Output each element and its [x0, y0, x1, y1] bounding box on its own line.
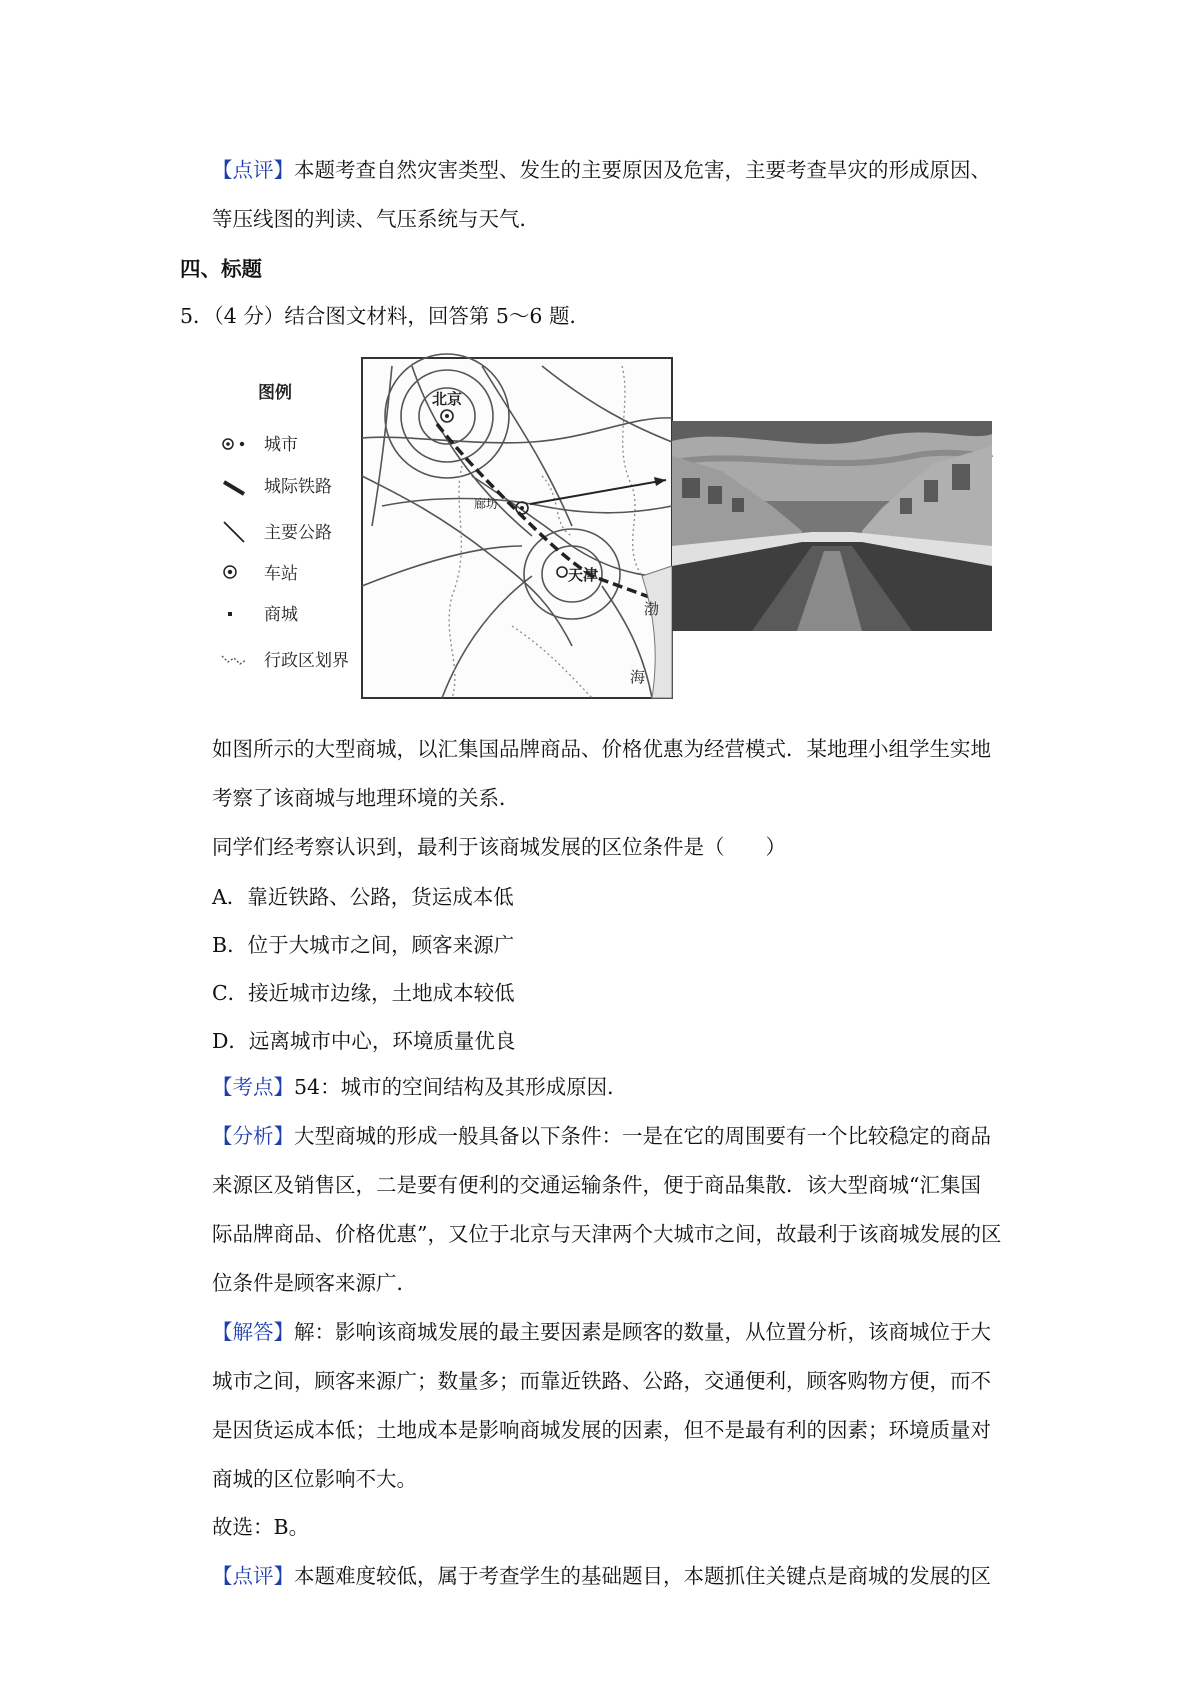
answer-choice: 故选：B。	[212, 1515, 310, 1539]
question-stem: 5．（4 分）结合图文材料，回答第 5～6 题．	[180, 304, 590, 328]
map-frame	[362, 358, 672, 698]
answer-line-2: 城市之间，顾客来源广；数量多；而靠近铁路、公路，交通便利，顾客购物方便，而不	[212, 1369, 991, 1393]
analysis-tag: 【分析】	[212, 1124, 294, 1148]
legend-item-city: 城市	[264, 435, 298, 455]
review2-tag: 【点评】	[212, 1564, 294, 1588]
legend-mall-icon	[228, 612, 232, 616]
label-hai: 海	[630, 668, 646, 686]
answer-tag: 【解答】	[212, 1320, 294, 1344]
option-b: B．位于大城市之间，顾客来源广	[212, 933, 515, 957]
kaodian-paragraph	[212, 1072, 628, 1102]
option-d: D．远离城市中心，环境质量优良	[212, 1029, 516, 1053]
mall-canal-photo	[672, 421, 992, 631]
label-tianjin: 天津	[568, 566, 599, 584]
review2-paragraph	[212, 1561, 991, 1591]
answer-text: 解：影响该商城发展的最主要因素是顾客的数量，从位置分析，该商城位于大	[294, 1320, 991, 1344]
material-text: 如图所示的大型商城，以汇集国品牌商品、价格优惠为经营模式．某地理小组学生实地	[212, 737, 991, 761]
analysis-line-2: 来源区及销售区，二是要有便利的交通运输条件，便于商品集散．该大型商城“汇集国	[212, 1173, 981, 1197]
kaodian-tag: 【考点】	[212, 1075, 294, 1099]
question-prompt: 同学们经考察认识到，最利于该商城发展的区位条件是（ ）	[212, 835, 786, 859]
section-title: 四、标题	[180, 257, 262, 281]
label-beijing: 北京	[432, 390, 463, 408]
review2-text: 本题难度较低，属于考查学生的基础题目，本题抓住关键点是商城的发展的区	[294, 1564, 991, 1588]
legend-item-station: 车站	[264, 564, 298, 584]
analysis-line-4: 位条件是顾客来源广．	[212, 1271, 417, 1295]
kaodian-text: 54：城市的空间结构及其形成原因．	[294, 1075, 628, 1099]
label-bo: 渤	[644, 600, 660, 618]
review-tag: 【点评】	[212, 158, 294, 182]
answer-paragraph	[212, 1317, 991, 1347]
answer-line-3: 是因货运成本低；土地成本是影响商城发展的因素，但不是最有利的因素；环境质量对	[212, 1418, 991, 1442]
analysis-line-3: 际品牌商品、价格优惠”，又位于北京与天津两个大城市之间，故最利于该商城发展的区	[212, 1222, 1002, 1246]
legend-item-road: 主要公路	[264, 523, 332, 543]
legend-item-rail: 城际铁路	[264, 477, 332, 497]
review-paragraph-cont: 等压线图的判读、气压系统与天气．	[212, 207, 540, 231]
option-a: A．靠近铁路、公路，货运成本低	[212, 885, 514, 909]
label-langfang: 廊坊	[474, 497, 499, 511]
answer-line-4: 商城的区位影响不大。	[212, 1467, 417, 1491]
analysis-text: 大型商城的形成一般具备以下条件：一是在它的周围要有一个比较稳定的商品	[294, 1124, 991, 1148]
legend-item-boundary: 行政区划界	[264, 651, 349, 671]
question-figure	[212, 346, 1032, 706]
legend-title: 图例	[258, 383, 292, 403]
review-text: 本题考查自然灾害类型、发生的主要原因及危害，主要考查旱灾的形成原因、	[294, 158, 991, 182]
analysis-paragraph	[212, 1121, 991, 1151]
review-paragraph	[212, 155, 991, 185]
legend-item-mall: 商城	[264, 605, 298, 625]
option-c: C．接近城市边缘，土地成本较低	[212, 981, 515, 1005]
material-text-cont: 考察了该商城与地理环境的关系．	[212, 786, 520, 810]
